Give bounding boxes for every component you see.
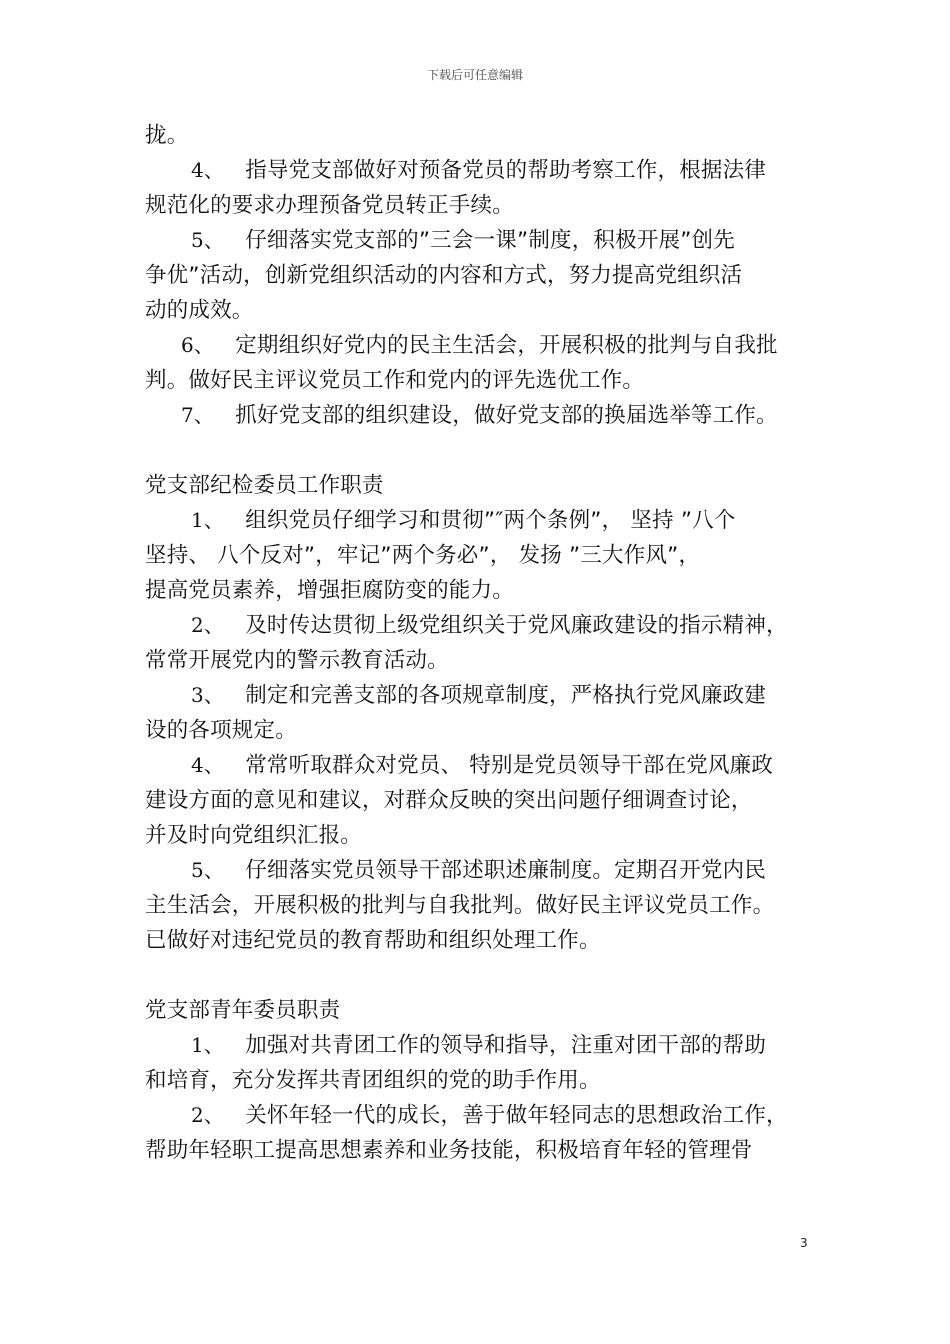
item-number: 1、	[191, 508, 225, 532]
youth-item-1-line-2: 和培育，充分发挥共青团组织的党的助手作用。	[145, 1068, 601, 1093]
item-text: 指导党支部做好对预备党员的帮助考察工作，根据法律	[245, 158, 767, 183]
item-text: 及时传达贯彻上级党组织关于党风廉政建设的指示精神，	[245, 613, 788, 638]
item-number: 1、	[191, 1033, 225, 1057]
item-number: 4、	[191, 753, 225, 777]
item-text: 关怀年轻一代的成长，善于做年轻同志的思想政治工作，	[245, 1103, 788, 1128]
item-text: 仔细落实党员领导干部述职述廉制度。定期召开党内民	[245, 858, 767, 883]
item-text: 抓好党支部的组织建设，做好党支部的换届选举等工作。	[235, 403, 778, 428]
org-item-6-line-1	[145, 328, 810, 363]
discipline-item-2-line-2: 常常开展党内的警示教育活动。	[145, 648, 449, 673]
page-number: 3	[800, 1236, 808, 1250]
org-item-5-line-3: 动的成效。	[145, 298, 254, 323]
discipline-item-5-line-3: 已做好对违纪党员的教育帮助和组织处理工作。	[145, 928, 601, 953]
item-number: 2、	[191, 613, 225, 637]
youth-item-2-line-1	[145, 1098, 810, 1133]
item-text: 仔细落实党支部的”三会一课”制度，积极开展”创先	[245, 228, 735, 253]
org-item-4-line-1	[145, 153, 810, 188]
discipline-item-4-line-2: 建设方面的意见和建议，对群众反映的突出问题仔细调查讨论，	[145, 788, 753, 813]
discipline-item-2-line-1	[145, 608, 810, 643]
discipline-item-4-line-1	[145, 748, 810, 783]
item-text: 定期组织好党内的民主生活会，开展积极的批判与自我批	[235, 333, 778, 358]
youth-item-2-line-2: 帮助年轻职工提高思想素养和业务技能，积极培育年轻的管理骨	[145, 1138, 753, 1163]
discipline-item-4-line-3: 并及时向党组织汇报。	[145, 823, 363, 848]
org-item-6-line-2: 判。做好民主评议党员工作和党内的评先选优工作。	[145, 368, 645, 393]
org-item-4-line-2: 规范化的要求办理预备党员转正手续。	[145, 193, 514, 218]
item-number: 7、	[181, 403, 215, 427]
discipline-item-1-line-2: 坚持、 八个反对”，牢记”两个务必”， 发扬 ”三大作风”，	[145, 543, 701, 568]
item-text: 组织党员仔细学习和贯彻”″两个条例”， 坚持 ”八个	[245, 508, 736, 533]
org-item-5-line-2: 争优”活动，创新党组织活动的内容和方式，努力提高党组织活	[145, 263, 743, 288]
section-title-discipline: 党支部纪检委员工作职责	[145, 473, 384, 498]
item-number: 3、	[191, 683, 225, 707]
discipline-item-1-line-3: 提高党员素养，增强拒腐防变的能力。	[145, 578, 514, 603]
discipline-item-5-line-2: 主生活会，开展积极的批判与自我批判。做好民主评议党员工作。	[145, 893, 775, 918]
item-number: 6、	[181, 333, 215, 357]
continuation-line: 拢。	[145, 123, 189, 148]
item-number: 5、	[191, 858, 225, 882]
item-text: 制定和完善支部的各项规章制度，严格执行党风廉政建	[245, 683, 767, 708]
item-number: 4、	[191, 158, 225, 182]
section-gap	[145, 958, 810, 993]
item-number: 2、	[191, 1103, 225, 1127]
discipline-item-5-line-1	[145, 853, 810, 888]
youth-item-1-line-1	[145, 1028, 810, 1063]
item-number: 5、	[191, 228, 225, 252]
section-gap	[145, 433, 810, 468]
org-item-7-line-1	[145, 398, 810, 433]
document-body	[145, 118, 810, 1168]
page-header: 下载后可任意编辑	[426, 68, 523, 82]
item-text: 加强对共青团工作的领导和指导，注重对团干部的帮助	[245, 1033, 767, 1058]
section-title-youth: 党支部青年委员职责	[145, 998, 341, 1023]
item-text: 常常听取群众对党员、 特别是党员领导干部在党风廉政	[245, 753, 774, 778]
discipline-item-3-line-2: 设的各项规定。	[145, 718, 297, 743]
org-item-5-line-1	[145, 223, 810, 258]
discipline-item-1-line-1	[145, 503, 810, 538]
discipline-item-3-line-1	[145, 678, 810, 713]
